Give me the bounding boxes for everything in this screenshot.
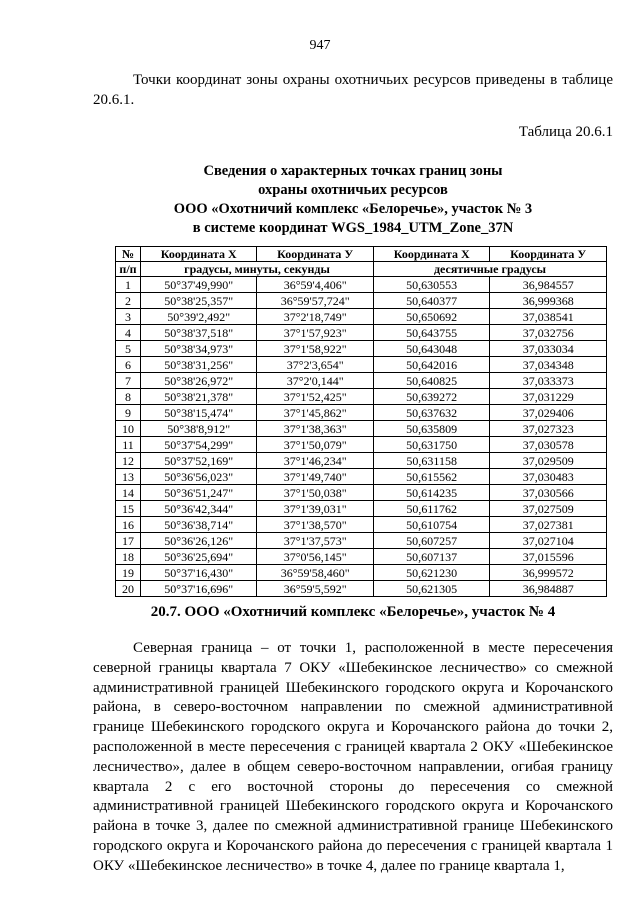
table-row bbox=[116, 421, 607, 437]
cell-coord-x-dms: 50°37'16,430" bbox=[141, 565, 257, 581]
table-title bbox=[93, 162, 613, 238]
cell-coord-x-dms: 50°38'15,474" bbox=[141, 405, 257, 421]
table-row bbox=[116, 341, 607, 357]
cell-coord-x-dec: 50,635809 bbox=[373, 421, 489, 437]
table-row bbox=[116, 501, 607, 517]
cell-num: 4 bbox=[116, 325, 141, 341]
header-units-dec: десятичные градусы bbox=[373, 262, 606, 277]
cell-coord-x-dec: 50,631158 bbox=[373, 453, 489, 469]
intro-paragraph: Точки координат зоны охраны охотничьих ресурсов приведены в таблице 20.6.1. bbox=[93, 72, 613, 108]
cell-coord-x-dec: 50,615562 bbox=[373, 469, 489, 485]
cell-coord-y-dec: 37,027323 bbox=[490, 421, 607, 437]
cell-coord-y-dms: 37°2'3,654" bbox=[257, 357, 374, 373]
header-units-dms: градусы, минуты, секунды bbox=[141, 262, 374, 277]
cell-coord-y-dms: 37°1'50,079" bbox=[257, 437, 374, 453]
cell-coord-x-dec: 50,643755 bbox=[373, 325, 489, 341]
cell-num: 11 bbox=[116, 437, 141, 453]
table-row bbox=[116, 453, 607, 469]
cell-num: 19 bbox=[116, 565, 141, 581]
cell-num: 12 bbox=[116, 453, 141, 469]
cell-coord-y-dec: 37,038541 bbox=[490, 309, 607, 325]
cell-coord-y-dms: 37°2'0,144" bbox=[257, 373, 374, 389]
table-row bbox=[116, 325, 607, 341]
cell-coord-y-dms: 37°1'50,038" bbox=[257, 485, 374, 501]
cell-coord-x-dms: 50°36'38,714" bbox=[141, 517, 257, 533]
cell-coord-y-dms: 37°1'37,573" bbox=[257, 533, 374, 549]
cell-coord-x-dms: 50°36'56,023" bbox=[141, 469, 257, 485]
cell-coord-y-dec: 36,999368 bbox=[490, 293, 607, 309]
cell-coord-x-dms: 50°37'49,990" bbox=[141, 277, 257, 293]
cell-coord-x-dms: 50°38'31,256" bbox=[141, 357, 257, 373]
header-num: № bbox=[116, 247, 141, 262]
cell-num: 17 bbox=[116, 533, 141, 549]
cell-coord-y-dms: 37°1'49,740" bbox=[257, 469, 374, 485]
table-row bbox=[116, 485, 607, 501]
cell-coord-y-dec: 36,999572 bbox=[490, 565, 607, 581]
table-row bbox=[116, 293, 607, 309]
cell-coord-x-dec: 50,650692 bbox=[373, 309, 489, 325]
cell-coord-y-dms: 37°1'46,234" bbox=[257, 453, 374, 469]
cell-coord-y-dms: 37°1'52,425" bbox=[257, 389, 374, 405]
table-row bbox=[116, 469, 607, 485]
cell-coord-x-dec: 50,630553 bbox=[373, 277, 489, 293]
table-title-line: Сведения о характерных точках границ зоны bbox=[203, 163, 503, 179]
cell-num: 6 bbox=[116, 357, 141, 373]
header-coord-y-dec: Координата У bbox=[490, 247, 607, 262]
cell-num: 20 bbox=[116, 581, 141, 597]
cell-coord-y-dms: 36°59'5,592" bbox=[257, 581, 374, 597]
cell-coord-x-dec: 50,611762 bbox=[373, 501, 489, 517]
cell-coord-x-dec: 50,610754 bbox=[373, 517, 489, 533]
cell-coord-x-dms: 50°38'8,912" bbox=[141, 421, 257, 437]
cell-num: 7 bbox=[116, 373, 141, 389]
table-row bbox=[116, 357, 607, 373]
page-number: 947 bbox=[309, 38, 331, 53]
table-row bbox=[116, 389, 607, 405]
cell-coord-y-dms: 36°59'58,460" bbox=[257, 565, 374, 581]
table-row bbox=[116, 405, 607, 421]
cell-coord-y-dec: 37,030483 bbox=[490, 469, 607, 485]
cell-num: 18 bbox=[116, 549, 141, 565]
cell-num: 2 bbox=[116, 293, 141, 309]
cell-coord-x-dms: 50°37'52,169" bbox=[141, 453, 257, 469]
table-row bbox=[116, 373, 607, 389]
cell-num: 5 bbox=[116, 341, 141, 357]
cell-num: 16 bbox=[116, 517, 141, 533]
cell-num: 15 bbox=[116, 501, 141, 517]
coordinates-table bbox=[115, 246, 607, 597]
cell-coord-y-dms: 37°1'45,862" bbox=[257, 405, 374, 421]
cell-coord-x-dms: 50°38'37,518" bbox=[141, 325, 257, 341]
cell-coord-x-dms: 50°36'42,344" bbox=[141, 501, 257, 517]
cell-coord-y-dms: 37°1'57,923" bbox=[257, 325, 374, 341]
table-row bbox=[116, 533, 607, 549]
cell-coord-x-dms: 50°38'34,973" bbox=[141, 341, 257, 357]
table-title-line: охраны охотничьих ресурсов bbox=[258, 182, 448, 198]
cell-num: 8 bbox=[116, 389, 141, 405]
cell-coord-x-dms: 50°36'26,126" bbox=[141, 533, 257, 549]
cell-coord-x-dec: 50,637632 bbox=[373, 405, 489, 421]
cell-num: 3 bbox=[116, 309, 141, 325]
body-paragraph: Северная граница – от точки 1, расположенной в месте пересечения северной границы квартала 7 ОКУ «Шебекинское лесничество» со смежной административной границей Шебекинского городского округа и Корочанского района, в северо-восточном направлении по смежной административной границе Шебекинского городского округа и Корочанского района до точки 2, расположенной в месте пересечения с границей квартала 2 ОКУ «Шебекинское лесничество», далее в общем северо-восточном направлении, огибая границу квартала 2 с его восточной стороны до пересечения со смежной административной границей Шебекинского городского округа и Корочанского района в точке 3, далее по смежной административной границе Шебекинского городского округа и Корочанского района до пересечения с границей квартала 1 ОКУ «Шебекинское лесничество» в точке 4, далее по границе квартала 1, bbox=[93, 640, 613, 874]
cell-coord-y-dms: 37°1'38,570" bbox=[257, 517, 374, 533]
cell-coord-y-dms: 36°59'4,406" bbox=[257, 277, 374, 293]
cell-coord-x-dms: 50°39'2,492" bbox=[141, 309, 257, 325]
cell-coord-x-dec: 50,607257 bbox=[373, 533, 489, 549]
cell-coord-y-dec: 37,015596 bbox=[490, 549, 607, 565]
cell-coord-y-dec: 37,033034 bbox=[490, 341, 607, 357]
cell-coord-x-dms: 50°38'21,378" bbox=[141, 389, 257, 405]
table-row bbox=[116, 437, 607, 453]
cell-coord-y-dec: 37,027381 bbox=[490, 517, 607, 533]
table-row bbox=[116, 517, 607, 533]
table-row bbox=[116, 309, 607, 325]
cell-coord-x-dec: 50,614235 bbox=[373, 485, 489, 501]
cell-coord-y-dec: 37,033373 bbox=[490, 373, 607, 389]
section-heading: 20.7. ООО «Охотничий комплекс «Белоречье», участок № 4 bbox=[150, 604, 556, 620]
cell-coord-x-dec: 50,640825 bbox=[373, 373, 489, 389]
cell-num: 13 bbox=[116, 469, 141, 485]
cell-coord-y-dec: 37,029406 bbox=[490, 405, 607, 421]
cell-coord-x-dec: 50,621230 bbox=[373, 565, 489, 581]
cell-coord-x-dec: 50,642016 bbox=[373, 357, 489, 373]
cell-coord-x-dms: 50°36'25,694" bbox=[141, 549, 257, 565]
cell-coord-x-dec: 50,643048 bbox=[373, 341, 489, 357]
cell-coord-x-dms: 50°37'16,696" bbox=[141, 581, 257, 597]
cell-coord-y-dms: 37°1'39,031" bbox=[257, 501, 374, 517]
header-coord-y-dms: Координата У bbox=[257, 247, 374, 262]
table-body bbox=[116, 277, 607, 597]
cell-coord-y-dms: 37°2'18,749" bbox=[257, 309, 374, 325]
cell-coord-x-dms: 50°36'51,247" bbox=[141, 485, 257, 501]
cell-num: 9 bbox=[116, 405, 141, 421]
cell-coord-x-dec: 50,607137 bbox=[373, 549, 489, 565]
cell-coord-x-dec: 50,631750 bbox=[373, 437, 489, 453]
cell-coord-y-dec: 37,032756 bbox=[490, 325, 607, 341]
cell-num: 10 bbox=[116, 421, 141, 437]
cell-coord-y-dec: 36,984887 bbox=[490, 581, 607, 597]
cell-coord-x-dec: 50,639272 bbox=[373, 389, 489, 405]
header-coord-x-dms: Координата X bbox=[141, 247, 257, 262]
cell-coord-y-dec: 37,030578 bbox=[490, 437, 607, 453]
cell-coord-y-dec: 37,030566 bbox=[490, 485, 607, 501]
cell-coord-y-dec: 37,027509 bbox=[490, 501, 607, 517]
table-row bbox=[116, 277, 607, 293]
cell-coord-x-dms: 50°37'54,299" bbox=[141, 437, 257, 453]
cell-coord-y-dms: 37°1'38,363" bbox=[257, 421, 374, 437]
cell-num: 1 bbox=[116, 277, 141, 293]
cell-coord-x-dec: 50,621305 bbox=[373, 581, 489, 597]
table-title-line: ООО «Охотничий комплекс «Белоречье», участок № 3 bbox=[173, 201, 533, 217]
table-caption: Таблица 20.6.1 bbox=[518, 124, 613, 140]
table-row bbox=[116, 549, 607, 565]
table-title-line: в системе координат WGS_1984_UTM_Zone_37N bbox=[192, 220, 514, 236]
cell-coord-y-dec: 37,029509 bbox=[490, 453, 607, 469]
cell-coord-y-dms: 36°59'57,724" bbox=[257, 293, 374, 309]
cell-coord-y-dec: 37,034348 bbox=[490, 357, 607, 373]
cell-coord-x-dec: 50,640377 bbox=[373, 293, 489, 309]
header-coord-x-dec: Координата X bbox=[373, 247, 489, 262]
cell-coord-x-dms: 50°38'25,357" bbox=[141, 293, 257, 309]
cell-coord-x-dms: 50°38'26,972" bbox=[141, 373, 257, 389]
cell-coord-y-dec: 37,031229 bbox=[490, 389, 607, 405]
cell-num: 14 bbox=[116, 485, 141, 501]
table-row bbox=[116, 565, 607, 581]
cell-coord-y-dec: 37,027104 bbox=[490, 533, 607, 549]
cell-coord-y-dec: 36,984557 bbox=[490, 277, 607, 293]
cell-coord-y-dms: 37°1'58,922" bbox=[257, 341, 374, 357]
table-row bbox=[116, 581, 607, 597]
cell-coord-y-dms: 37°0'56,145" bbox=[257, 549, 374, 565]
header-num-sub: п/п bbox=[116, 262, 141, 277]
